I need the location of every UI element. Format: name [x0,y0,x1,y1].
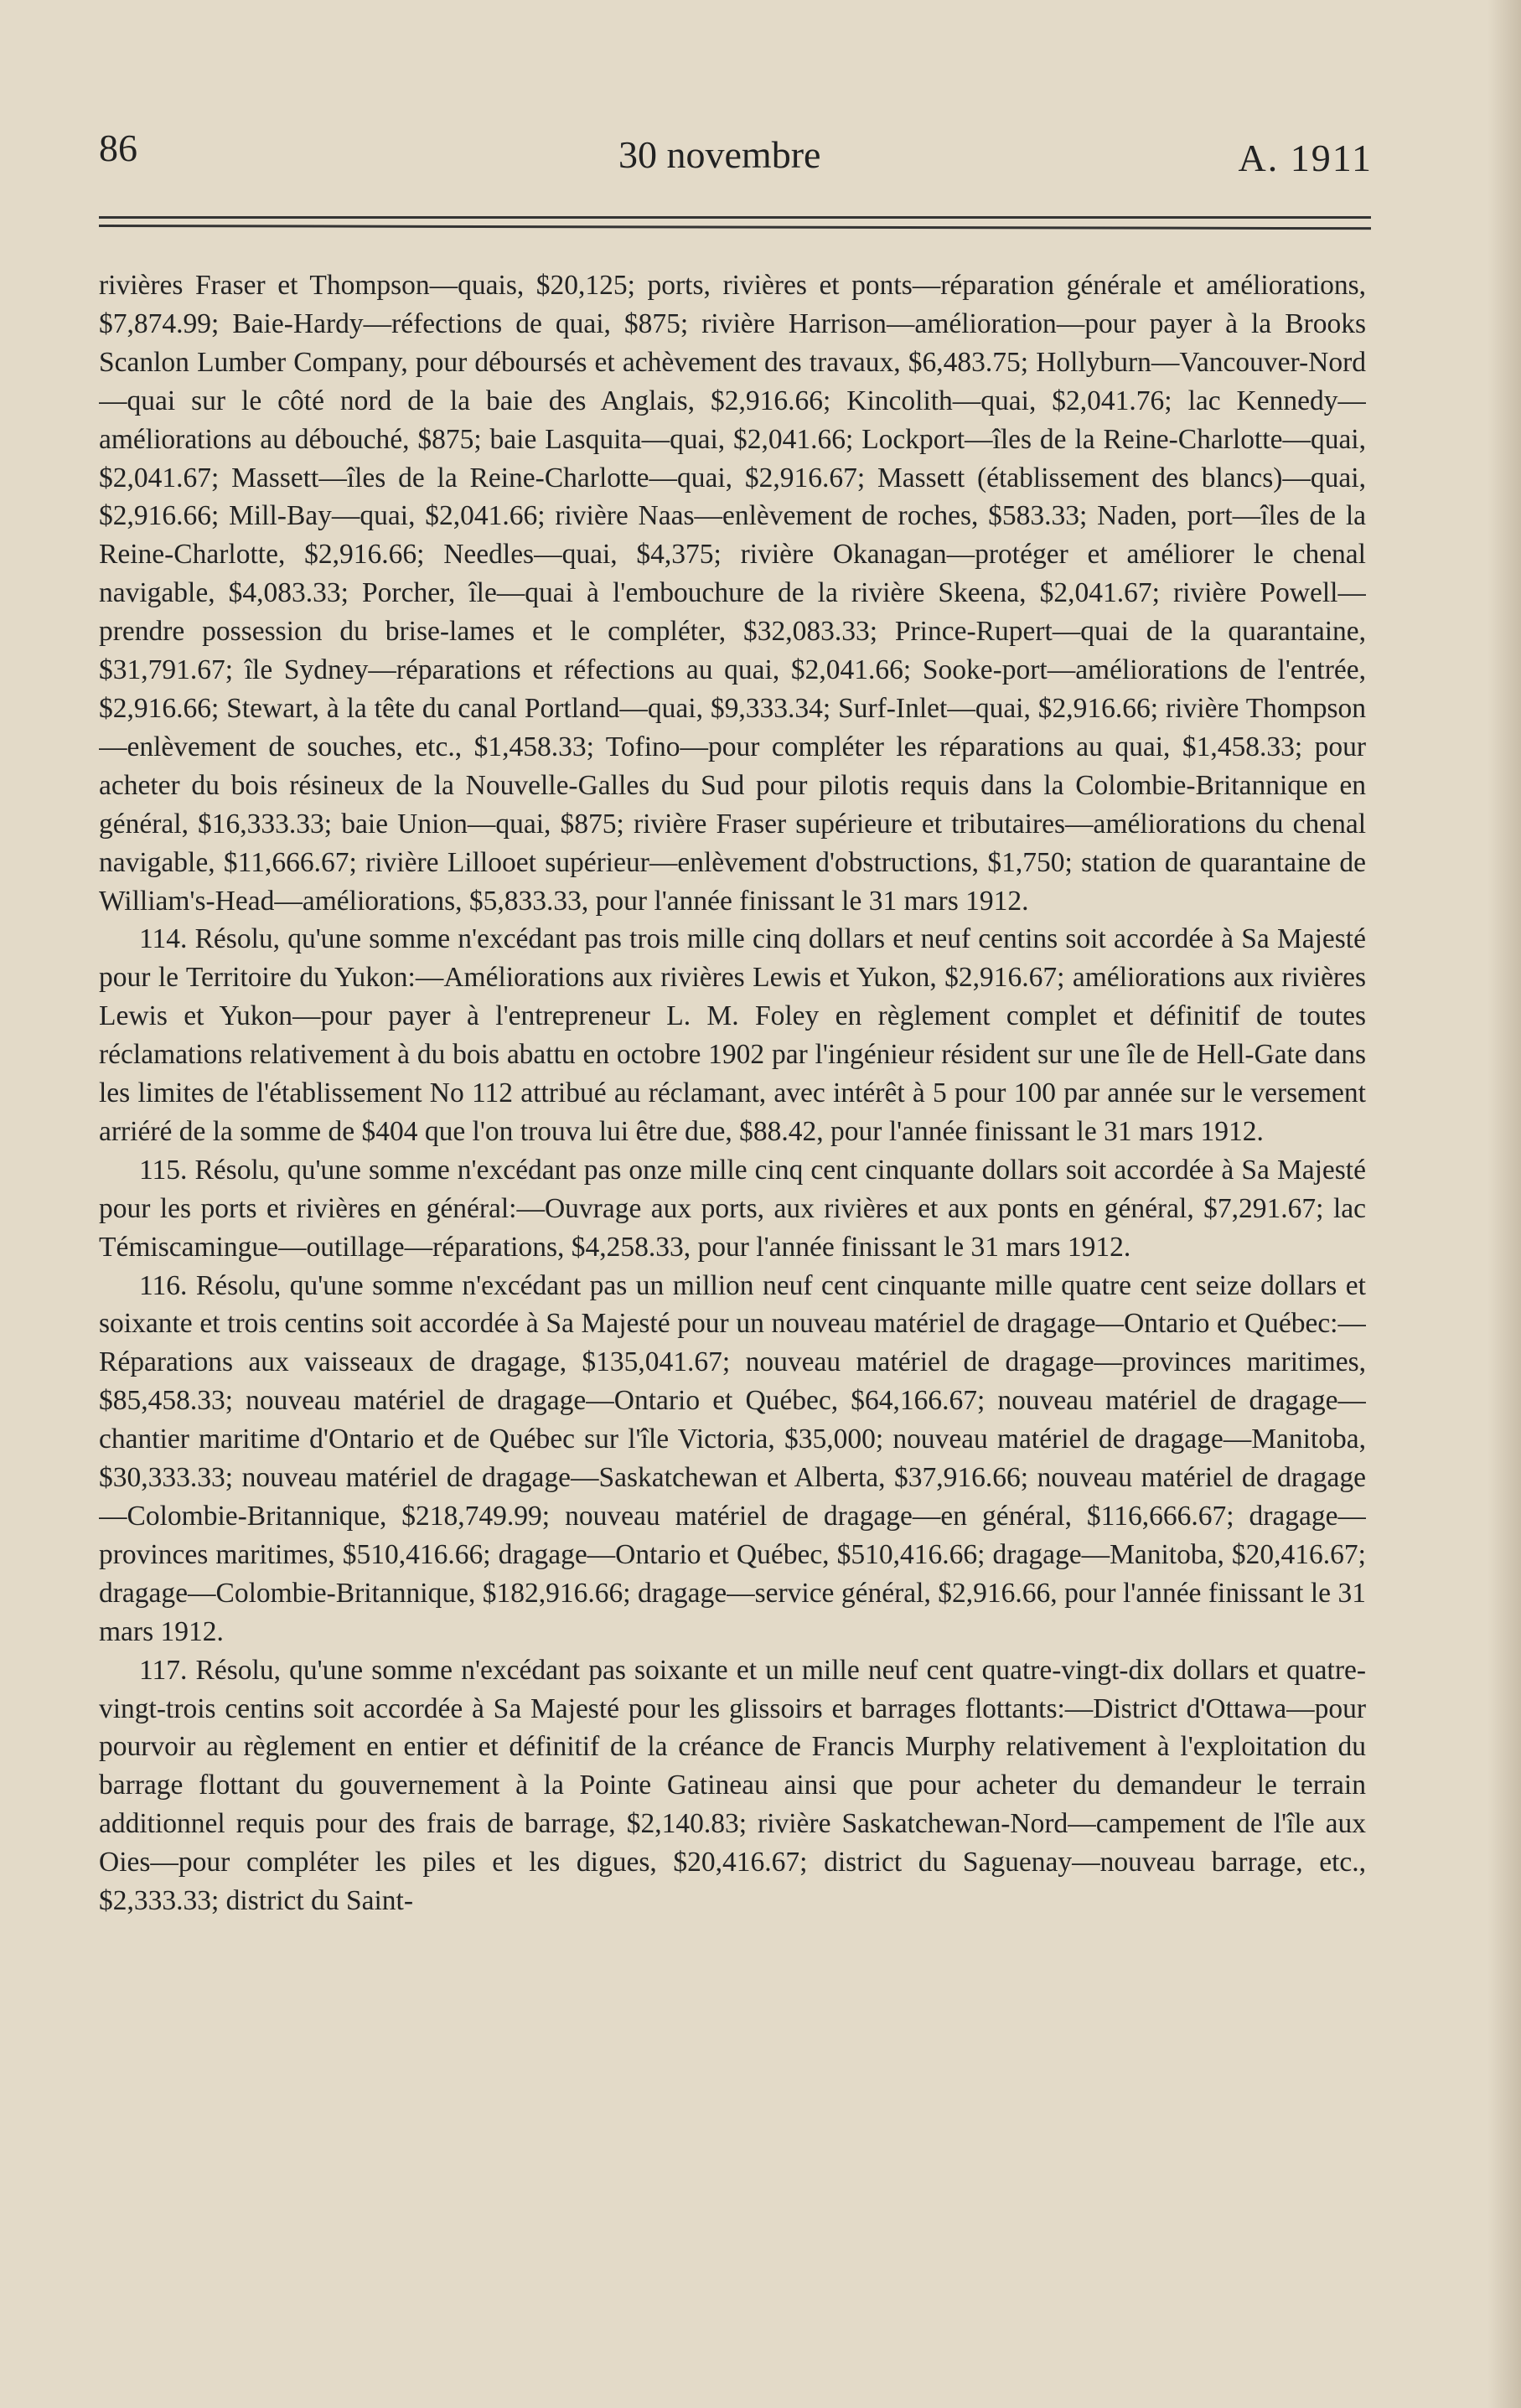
paragraph-continuation: rivières Fraser et Thompson—quais, $20,125; ports, rivières et ponts—réparation générale et améliorations, $7,874.99; Baie-Hardy—réfections de quai, $875; rivière Harrison—amélioration—pour payer à la Brooks Scanlon Lumber Company, pour déboursés et achèvement des travaux, $6,483.75; Hollyburn—Vancouver-Nord—quai sur le côté nord de la baie des Anglais, $2,916.66; Kincolith—quai, $2,041.76; lac Kennedy—améliorations au débouché, $875; baie Lasquita—quai, $2,041.66; Lockport—îles de la Reine-Charlotte—quai, $2,041.67; Massett—îles de la Reine-Charlotte—quai, $2,916.67; Massett (établissement des blancs)—quai, $2,916.66; Mill-Bay—quai, $2,041.66; rivière Naas—enlèvement de roches, $583.33; Naden, port—îles de la Reine-Charlotte, $2,916.66; Needles—quai, $4,375; rivière Okanagan—protéger et améliorer le chenal navigable, $4,083.33; Porcher, île—quai à l'embouchure de la rivière Skeena, $2,041.67; rivière Powell—prendre possession du brise-lames et le compléter, $32,083.33; Prince-Rupert—quai de la quarantaine, $31,791.67; île Sydney—réparations et réfections au quai, $2,041.66; Sooke-port—améliorations de l'entrée, $2,916.66; Stewart, à la tête du canal Portland—quai, $9,333.34; Surf-Inlet—quai, $2,916.66; rivière Thompson—enlèvement de souches, etc., $1,458.33; Tofino—pour compléter les réparations au quai, $1,458.33; pour acheter du bois résineux de la Nouvelle-Galles du Sud pour pilotis requis dans la Colombie-Britannique en général, $16,333.33; baie Union—quai, $875; rivière Fraser supérieure et tributaires—améliorations du chenal navigable, $11,666.67; rivière Lillooet supérieur—enlèvement d'obstructions, $1,750; station de quarantaine de William's-Head—améliorations, $5,833.33, pour l'année finissant le 31 mars 1912. [99,270,1366,917]
body-text [99,266,1366,2378]
paragraph-resolution-117: 117. Résolu, qu'une somme n'excédant pas soixante et un mille neuf cent quatre-vingt-dix dollars et quatre-vingt-trois centins soit accordée à Sa Majesté pour les glissoirs et barrages flottants:—District d'Ottawa—pour pourvoir au règlement en entier et définitif de la créance de Francis Murphy relativement à l'exploitation du barrage flottant du gouvernement à la Pointe Gatineau ainsi que pour acheter du demandeur le terrain additionnel requis pour des frais de barrage, $2,140.83; rivière Saskatchewan-Nord—campement de l'île aux Oies—pour compléter les piles et les digues, $20,416.67; district du Saguenay—nouveau barrage, etc., $2,333.33; district du Saint- [99,1654,1366,1917]
header-rule-bottom [99,225,1371,230]
paragraph-resolution-115: 115. Résolu, qu'une somme n'excédant pas onze mille cinq cent cinquante dollars soit accordée à Sa Majesté pour les ports et rivières en général:—Ouvrage aux ports, aux rivières et aux ponts en général, $7,291.67; lac Témiscamingue—outillage—réparations, $4,258.33, pour l'année finissant le 31 mars 1912. [99,1154,1366,1263]
page-edge-shadow [1487,0,1521,2408]
header-rule-top [99,216,1371,219]
header-year: A. 1911 [1238,137,1373,179]
header-date: 30 novembre [618,133,821,176]
paragraph-resolution-114: 114. Résolu, qu'une somme n'excédant pas trois mille cinq dollars et neuf centins soit accordée à Sa Majesté pour le Territoire du Yukon:—Améliorations aux rivières Lewis et Yukon, $2,916.67; améliorations aux rivières Lewis et Yukon—pour payer à l'entrepreneur L. M. Foley en règlement complet et définitif de toutes réclamations relativement à du bois abattu en octobre 1902 par l'ingénieur résident sur une île de Hell-Gate dans les limites de l'établissement No 112 attribué au réclamant, avec intérêt à 5 pour 100 par année sur le versement arriéré de la somme de $404 que l'on trouva lui être due, $88.42, pour l'année finissant le 31 mars 1912. [99,923,1366,1147]
running-head [99,126,1373,184]
paragraph-resolution-116: 116. Résolu, qu'une somme n'excédant pas un million neuf cent cinquante mille quatre cent seize dollars et soixante et trois centins soit accordée à Sa Majesté pour un nouveau matériel de dragage—Ontario et Québec:—Réparations aux vaisseaux de dragage, $135,041.67; nouveau matériel de dragage—provinces maritimes, $85,458.33; nouveau matériel de dragage—Ontario et Québec, $64,166.67; nouveau matériel de dragage—chantier maritime d'Ontario et de Québec sur l'île Victoria, $35,000; nouveau matériel de dragage—Manitoba, $30,333.33; nouveau matériel de dragage—Saskatchewan et Alberta, $37,916.66; nouveau matériel de dragage—Colombie-Britannique, $218,749.99; nouveau matériel de dragage—en général, $116,666.67; dragage—provinces maritimes, $510,416.66; dragage—Ontario et Québec, $510,416.66; dragage—Manitoba, $20,416.67; dragage—Colombie-Britannique, $182,916.66; dragage—service général, $2,916.66, pour l'année finissant le 31 mars 1912. [99,1269,1366,1647]
page-number: 86 [99,127,137,169]
